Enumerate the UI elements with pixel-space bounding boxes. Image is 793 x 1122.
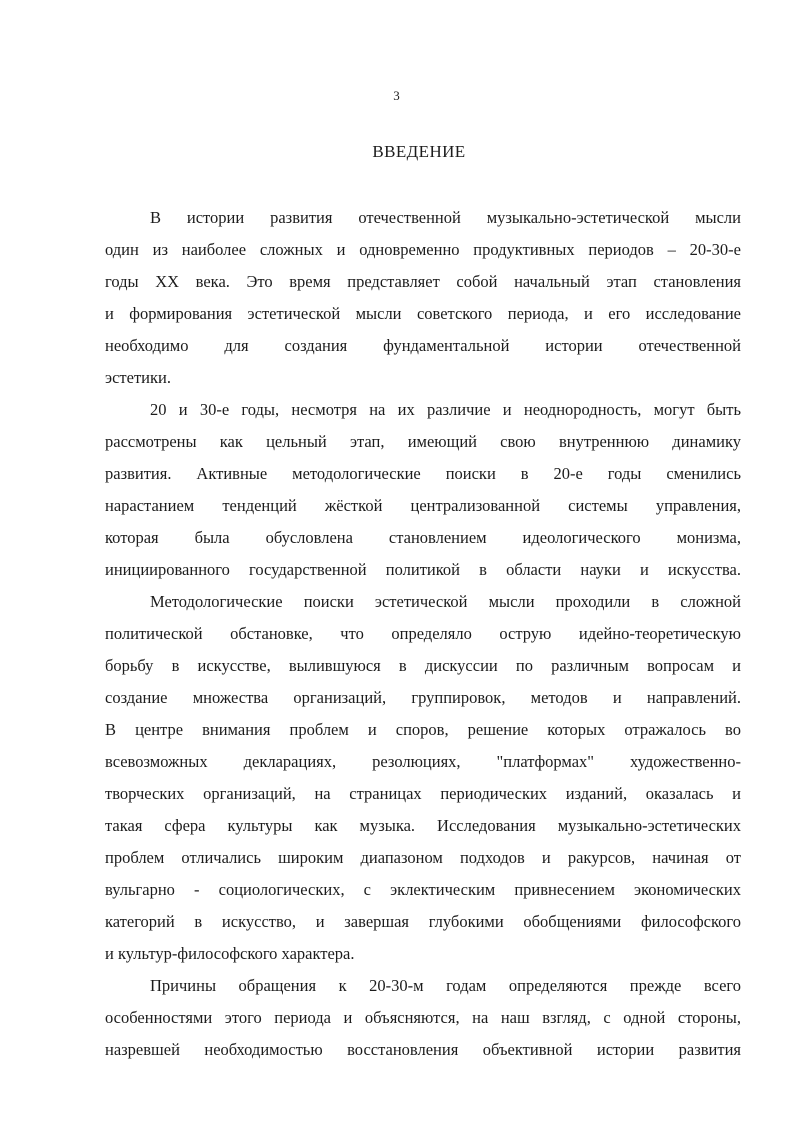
document-body <box>105 202 741 1066</box>
text-line: годы XX века. Это время представляет собой начальный этап становления <box>105 272 741 291</box>
text-line: которая была обусловлена становлением идеологического монизма, <box>105 528 741 547</box>
text-line: Причины обращения к 20-30-м годам определяются прежде всего <box>150 976 741 995</box>
text-line: вульгарно - социологических, с эклектическим привнесением экономических <box>105 880 741 899</box>
text-line: рассмотрены как цельный этап, имеющий свою внутреннюю динамику <box>105 432 741 451</box>
page-title: ВВЕДЕНИЕ <box>372 142 466 161</box>
text-line: и формирования эстетической мысли советского периода, и его исследование <box>105 304 741 323</box>
text-line: инициированного государственной политикой в области науки и искусства. <box>105 560 741 579</box>
text-line: Методологические поиски эстетической мысли проходили в сложной <box>150 592 741 611</box>
text-line: создание множества организаций, группировок, методов и направлений. <box>105 688 741 707</box>
text-line: борьбу в искусстве, вылившуюся в дискуссии по различным вопросам и <box>105 656 741 675</box>
paragraph-2 <box>105 394 741 586</box>
text-line: В центре внимания проблем и споров, решение которых отражалось во <box>105 720 741 739</box>
text-line: такая сфера культуры как музыка. Исследования музыкально-эстетических <box>105 816 741 835</box>
text-line: необходимо для создания фундаментальной истории отечественной <box>105 336 741 355</box>
text-line: всевозможных декларациях, резолюциях, "платформах" художественно- <box>105 752 741 771</box>
page-number: 3 <box>393 88 400 103</box>
text-line: эстетики. <box>105 368 171 387</box>
text-line: творческих организаций, на страницах периодических изданий, оказалась и <box>105 784 741 803</box>
text-line: назревшей необходимостью восстановления объективной истории развития <box>105 1040 741 1059</box>
text-line: особенностями этого периода и объясняются, на наш взгляд, с одной стороны, <box>105 1008 741 1027</box>
text-line: один из наиболее сложных и одновременно продуктивных периодов – 20-30-е <box>105 240 741 259</box>
text-line: категорий в искусство, и завершая глубокими обобщениями философского <box>105 912 741 931</box>
paragraph-3 <box>105 586 741 970</box>
text-line: и культур-философского характера. <box>105 944 355 963</box>
paragraph-4 <box>105 970 741 1066</box>
text-line: развития. Активные методологические поиски в 20-е годы сменились <box>105 464 741 483</box>
text-line: 20 и 30-е годы, несмотря на их различие и неоднородность, могут быть <box>150 400 741 419</box>
paragraph-1 <box>105 202 741 394</box>
text-line: нарастанием тенденций жёсткой централизованной системы управления, <box>105 496 741 515</box>
text-line: политической обстановке, что определяло острую идейно-теоретическую <box>105 624 741 643</box>
text-line: проблем отличались широким диапазоном подходов и ракурсов, начиная от <box>105 848 741 867</box>
text-line: В истории развития отечественной музыкально-эстетической мысли <box>150 208 741 227</box>
